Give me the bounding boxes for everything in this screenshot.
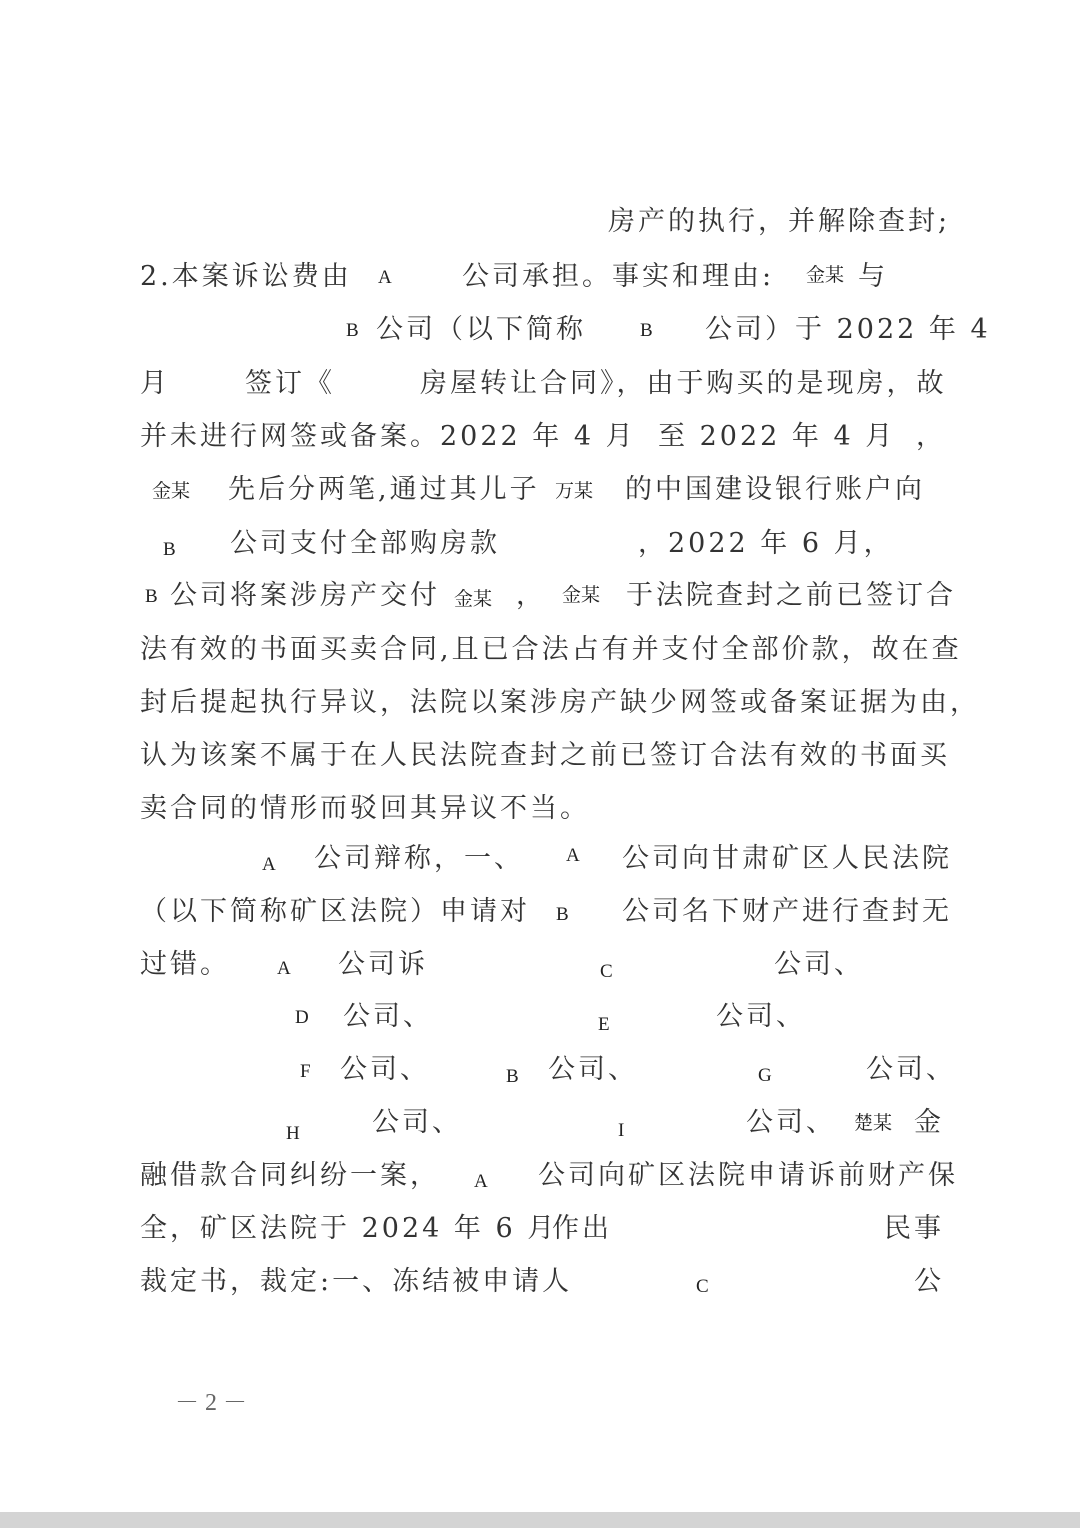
- redaction-label: E: [598, 1014, 610, 1035]
- redaction-label: C: [696, 1276, 709, 1297]
- body-text: ，2022 年 6 月，: [638, 528, 894, 559]
- body-text: 公司诉: [338, 949, 428, 980]
- redaction-label: I: [618, 1120, 625, 1141]
- redaction-label: G: [758, 1065, 772, 1086]
- body-text: 月: [140, 368, 170, 399]
- redaction-label: B: [556, 904, 569, 925]
- body-text: 公司将案涉房产交付: [170, 580, 440, 611]
- body-text: 民事: [884, 1213, 944, 1244]
- redaction-label: F: [300, 1061, 311, 1082]
- redaction-label: B: [346, 320, 359, 341]
- page-number: － 2 －: [175, 1390, 247, 1416]
- redaction-label: C: [600, 961, 613, 982]
- body-text: 公司）于 2022 年 4: [705, 314, 991, 345]
- redaction-label: D: [295, 1007, 309, 1028]
- body-text: 金: [914, 1107, 944, 1138]
- body-text: 公司、: [343, 1001, 433, 1032]
- redaction-label: B: [640, 320, 653, 341]
- body-text: 先后分两笔,通过其儿子: [228, 474, 540, 505]
- body-text: 法有效的书面买卖合同,且已合法占有并支付全部价款，故在查: [140, 634, 962, 665]
- body-text: 签订《: [245, 368, 335, 399]
- scan-edge: [0, 1512, 1080, 1528]
- redaction-label: B: [145, 586, 158, 607]
- redaction-label: 金某: [152, 480, 191, 502]
- body-text: ，: [916, 421, 946, 452]
- body-text: 裁定书，裁定:一、冻结被申请人: [140, 1266, 573, 1297]
- body-text: （以下简称矿区法院）申请对: [140, 896, 530, 927]
- body-text: 公司、: [716, 1001, 806, 1032]
- redaction-label: A: [378, 267, 392, 288]
- redaction-label: B: [163, 539, 176, 560]
- redaction-label: A: [277, 958, 291, 979]
- body-text: 公司、: [372, 1107, 462, 1138]
- body-text: 于法院查封之前已签订合: [626, 580, 956, 611]
- redaction-label: 金某: [806, 264, 845, 286]
- body-text: 2.本案诉讼费由: [140, 261, 352, 292]
- body-text: 全，矿区法院于 2024 年 6 月: [140, 1213, 558, 1244]
- body-text: 与: [858, 261, 888, 292]
- redaction-label: B: [506, 1066, 519, 1087]
- body-text: 的中国建设银行账户向: [625, 474, 925, 505]
- body-text: 公司向矿区法院申请诉前财产保: [538, 1160, 958, 1191]
- redaction-label: 万某: [555, 480, 594, 502]
- body-text: 公司、: [548, 1054, 638, 1085]
- body-text: 公司承担。事实和理由:: [462, 261, 775, 292]
- redaction-label: 金某: [562, 584, 601, 606]
- redaction-label: H: [286, 1123, 300, 1144]
- body-text: 公司、: [866, 1054, 956, 1085]
- body-text: 融借款合同纠纷一案，: [140, 1160, 440, 1191]
- body-text: 并未进行网签或备案。2022 年 4 月: [140, 421, 636, 452]
- body-text: 封后提起执行异议，法院以案涉房产缺少网签或备案证据为由，: [140, 687, 980, 718]
- body-text: 公司辩称，一、: [314, 843, 524, 874]
- body-text: 公司、: [340, 1054, 430, 1085]
- body-text: 房屋转让合同》，由于购买的是现房，故: [420, 368, 947, 399]
- body-text: 至 2022 年 4 月: [658, 421, 896, 452]
- body-text: 认为该案不属于在人民法院查封之前已签订合法有效的书面买: [140, 740, 950, 771]
- body-text: 过错。: [140, 949, 230, 980]
- body-text: 公司、: [746, 1107, 836, 1138]
- body-text: 公司（以下简称: [376, 314, 586, 345]
- body-text: 房产的执行，并解除查封;: [608, 206, 951, 237]
- body-text: 公司、: [774, 949, 864, 980]
- redaction-label: 楚某: [854, 1112, 893, 1134]
- body-text: 公司向甘肃矿区人民法院: [622, 843, 952, 874]
- redaction-label: A: [566, 845, 580, 866]
- body-text: 作出: [552, 1213, 612, 1244]
- redaction-label: 金某: [454, 588, 493, 610]
- redaction-label: A: [474, 1171, 488, 1192]
- body-text: ，: [516, 580, 546, 611]
- body-text: 公: [914, 1266, 944, 1297]
- redaction-label: A: [262, 854, 276, 875]
- body-text: 卖合同的情形而驳回其异议不当。: [140, 793, 590, 824]
- body-text: 公司名下财产进行查封无: [622, 896, 952, 927]
- body-text: 公司支付全部购房款: [230, 528, 500, 559]
